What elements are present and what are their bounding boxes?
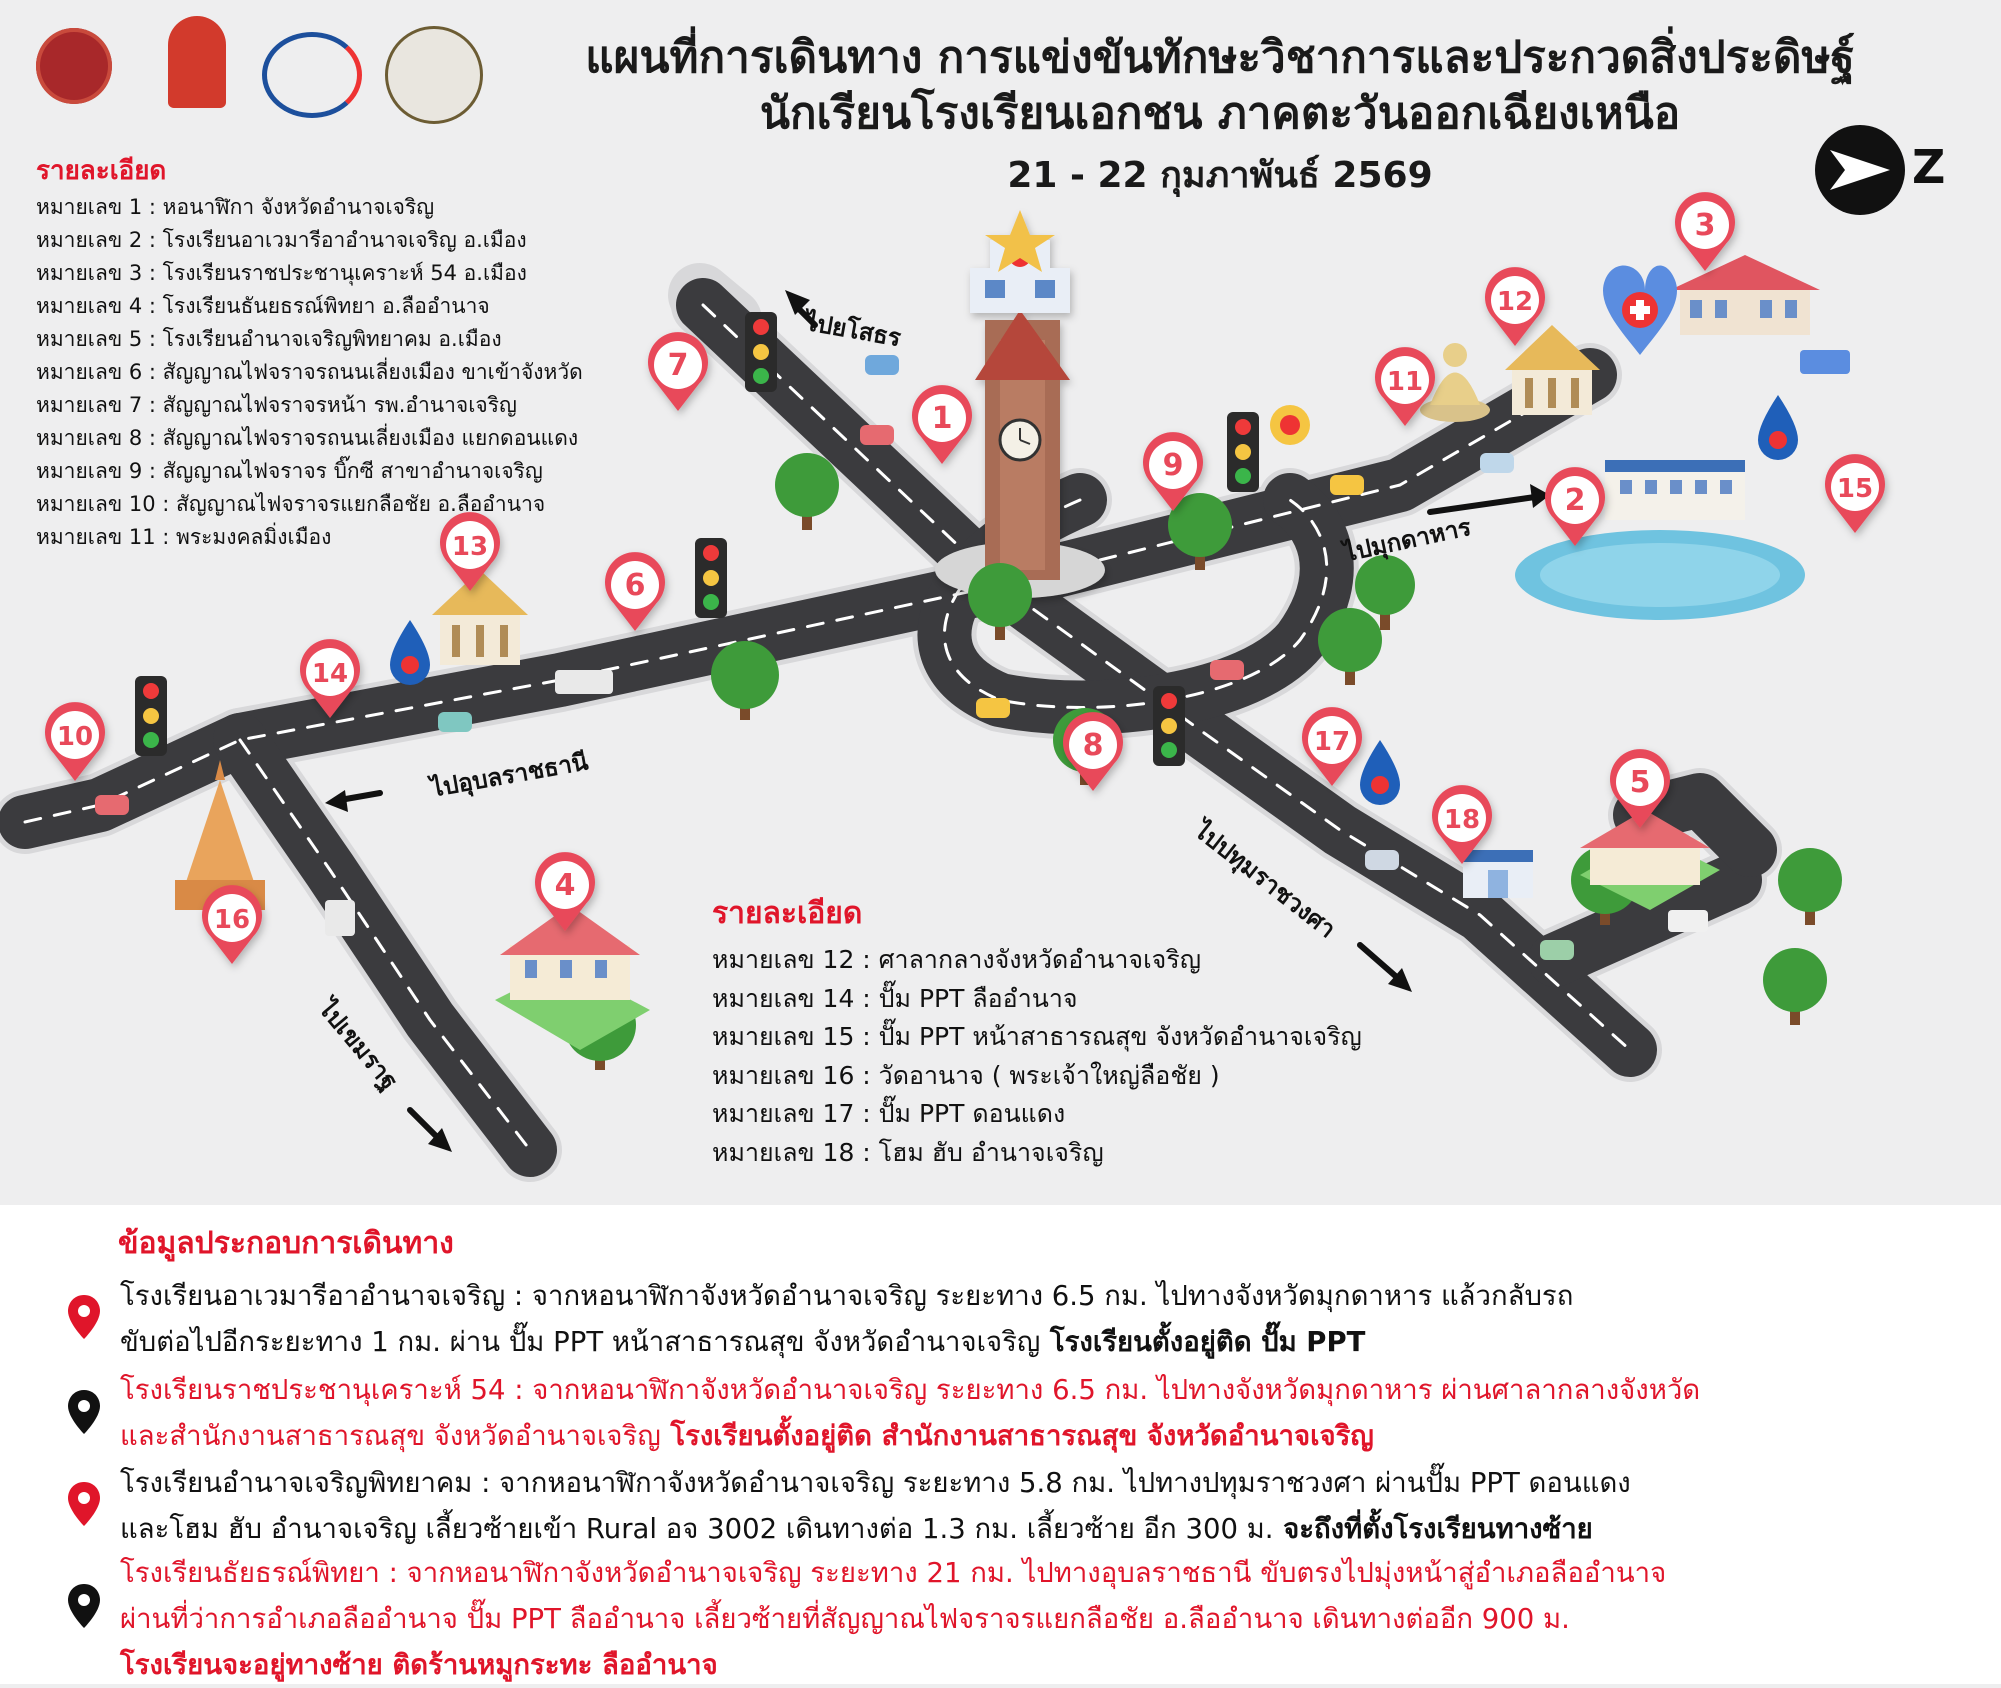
legend-bottom-heading: รายละเอียด [712, 896, 863, 931]
marker-10 [45, 702, 105, 781]
hospital-pin-icon [1603, 266, 1677, 355]
marker-number: 13 [451, 532, 489, 562]
marker-number: 5 [1629, 765, 1651, 800]
marker-2 [1545, 467, 1605, 546]
legend-item: หมายเลข 16 : วัดอานาจ ( พระเจ้าใหญ่ลือชัย ) [712, 1060, 1220, 1090]
marker-number: 15 [1836, 474, 1874, 504]
travel-item-4-line3: โรงเรียนจะอยู่ทางซ้าย ติดร้านหมูกระทะ ลืออำนาจ [120, 1649, 718, 1681]
school-2-building [1605, 460, 1745, 520]
marker-number: 18 [1443, 805, 1481, 835]
logo-seal [36, 28, 112, 104]
travel-item-1-line2-text: ขับต่อไปอีกระยะทาง 1 กม. ผ่าน ปั๊ม PPT หน้าสาธารณสุข จังหวัดอำนาจเจริญ [120, 1326, 1041, 1358]
road-label-ubon: ไปอุบลราชธานี [428, 747, 591, 803]
travel-item-2-line1: โรงเรียนราชประชานุเคราะห์ 54 : จากหอนาฬิกาจังหวัดอำนาจเจริญ ระยะทาง 6.5 กม. ไปทางจังหวัดมุกดาหาร ผ่านศาลากลางจังหวัด [120, 1374, 1701, 1406]
travel-item-1 [120, 1273, 1970, 1365]
legend-bottom-list [712, 941, 1362, 1172]
travel-item-1-line2 [120, 1319, 1970, 1365]
brand-letter: Z [1912, 140, 1946, 194]
travel-info-heading: ข้อมูลประกอบการเดินทาง [118, 1226, 454, 1261]
legend-item: หมายเลข 5 : โรงเรียนอำนาจเจริญพิทยาคม อ.เมือง [36, 327, 502, 351]
marker-number: 10 [56, 722, 94, 752]
road-label-yasothon: ไปยโสธร [803, 307, 904, 353]
marker-12 [1485, 267, 1545, 346]
bigc-pin-icon [1270, 405, 1310, 445]
legend-item: หมายเลข 15 : ปั๊ม PPT หน้าสาธารณสุข จังหวัดอำนาจเจริญ [712, 1022, 1362, 1051]
building-13 [432, 570, 528, 665]
logo-spk [168, 16, 226, 108]
road-label-pathum: ไปปทุมราชวงศา [1189, 816, 1341, 944]
marker-number: 16 [213, 905, 251, 935]
marker-number: 4 [554, 868, 576, 903]
legend-top-list [36, 191, 583, 554]
marker-number: 6 [624, 568, 646, 603]
travel-item-3-line1: โรงเรียนอำนาจเจริญพิทยาคม : จากหอนาฬิกาจังหวัดอำนาจเจริญ ระยะทาง 5.8 กม. ไปทางปทุมราชวงศา ผ่านปั๊ม PPT ดอนแดง [120, 1467, 1631, 1499]
legend-item: หมายเลข 18 : โฮม ฮับ อำนาจเจริญ [712, 1137, 1104, 1167]
legend-item: หมายเลข 6 : สัญญาณไฟจราจรถนนเลี่ยงเมือง ขาเข้าจังหวัด [36, 360, 583, 384]
legend-item: หมายเลข 12 : ศาลากลางจังหวัดอำนาจเจริญ [712, 945, 1202, 974]
marker-number: 9 [1162, 448, 1184, 483]
travel-item-4-line1: โรงเรียนธัยธรณ์พิทยา : จากหอนาฬิกาจังหวัดอำนาจเจริญ ระยะทาง 21 กม. ไปทางอุบลราชธานี ขับตรงไปมุ่งหน้าสู่อำเภอลืออำนาจ [120, 1557, 1667, 1589]
road-label-mukdahan: ไปมุกดาหาร [1341, 512, 1474, 568]
marker-number: 1 [931, 401, 953, 436]
legend-top [36, 150, 583, 554]
travel-item-2-line2 [120, 1413, 1970, 1459]
marker-number: 2 [1564, 483, 1586, 518]
travel-item-1-line1: โรงเรียนอาเวมารีอาอำนาจเจริญ : จากหอนาฬิกาจังหวัดอำนาจเจริญ ระยะทาง 6.5 กม. ไปทางจังหวัดมุกดาหาร แล้วกลับรถ [120, 1280, 1574, 1312]
marker-6 [605, 552, 665, 631]
legend-item: หมายเลข 8 : สัญญาณไฟจราจรถนนเลี่ยงเมือง แยกดอนแดง [36, 426, 579, 450]
logo-swirl [262, 32, 362, 118]
legend-item: หมายเลข 1 : หอนาฬิกา จังหวัดอำนาจเจริญ [36, 195, 435, 219]
location-pin-icon [66, 1293, 102, 1341]
legend-item: หมายเลข 9 : สัญญาณไฟจราจร บิ๊กซี สาขาอำนาจเจริญ [36, 459, 543, 483]
marker-number: 7 [667, 348, 689, 383]
legend-item: หมายเลข 11 : พระมงคลมิ่งเมือง [36, 525, 332, 549]
travel-item-2-line2-bold: โรงเรียนตั้งอยู่ติด สำนักงานสาธารณสุข จังหวัดอำนาจเจริญ [660, 1420, 1374, 1452]
travel-item-2-line2-text: และสำนักงานสาธารณสุข จังหวัดอำนาจเจริญ [120, 1420, 661, 1452]
legend-bottom [712, 890, 1362, 1172]
marker-8 [1063, 712, 1123, 791]
location-pin-icon [66, 1480, 102, 1528]
legend-item: หมายเลข 2 : โรงเรียนอาเวมารีอาอำนาจเจริญ อ.เมือง [36, 228, 527, 252]
home-hub-18-building [1463, 850, 1533, 898]
page-subtitle: นักเรียนโรงเรียนเอกชน ภาคตะวันออกเฉียงเหนือ [759, 88, 1681, 139]
travel-item-3-line2 [120, 1506, 1970, 1552]
legend-item: หมายเลข 7 : สัญญาณไฟจราจรหน้า รพ.อำนาจเจริญ [36, 393, 517, 417]
legend-item: หมายเลข 17 : ปั๊ม PPT ดอนแดง [712, 1099, 1066, 1128]
marker-7 [648, 332, 708, 411]
travel-item-2 [120, 1367, 1970, 1459]
marker-1 [912, 385, 972, 464]
marker-number: 17 [1313, 727, 1351, 757]
marker-number: 11 [1386, 367, 1424, 397]
marker-number: 8 [1082, 728, 1104, 763]
location-pin-icon [66, 1582, 102, 1630]
legend-item: หมายเลข 3 : โรงเรียนราชประชานุเคราะห์ 54 อ.เมือง [36, 261, 527, 285]
event-date: 21 - 22 กุมภาพันธ์ 2569 [1007, 155, 1433, 196]
school-3-building [1670, 255, 1820, 335]
travel-item-4-line2: ผ่านที่ว่าการอำเภอลืออำนาจ ปั๊ม PPT ลืออำนาจ เลี้ยวซ้ายที่สัญญาณไฟจราจรแยกลือชัย อ.ลืออำนาจ เดินทางต่ออีก 900 ม. [120, 1603, 1570, 1635]
marker-15 [1825, 454, 1885, 533]
page-title: แผนที่การเดินทาง การแข่งขันทักษะวิชาการและประกวดสิ่งประดิษฐ์ [585, 32, 1855, 83]
travel-item-3 [120, 1460, 1970, 1552]
travel-item-3-line2-text: และโฮม ฮับ อำนาจเจริญ เลี้ยวซ้ายเข้า Rural อจ 3002 เดินทางต่อ 1.3 กม. เลี้ยวซ้าย อีก 300 ม. [120, 1513, 1274, 1545]
travel-item-1-line2-bold: โรงเรียนตั้งอยู่ติด ปั๊ม PPT [1040, 1326, 1366, 1358]
travel-item-4 [120, 1550, 1970, 1688]
travel-info-section [0, 1205, 2001, 1684]
legend-item: หมายเลข 10 : สัญญาณไฟจราจรแยกลือชัย อ.ลืออำนาจ [36, 492, 546, 516]
road-label-khemarat: ไปเขมราฐ [313, 994, 404, 1095]
marker-3 [1675, 192, 1735, 271]
marker-number: 3 [1694, 208, 1716, 243]
marker-number: 12 [1496, 287, 1534, 317]
logo-emblem [385, 26, 483, 124]
legend-item: หมายเลข 4 : โรงเรียนธันยธรณ์พิทยา อ.ลืออำนาจ [36, 294, 490, 318]
marker-16 [202, 885, 262, 964]
legend-top-heading: รายละเอียด [36, 156, 167, 186]
legend-item: หมายเลข 14 : ปั๊ม PPT ลืออำนาจ [712, 983, 1078, 1013]
location-pin-icon [66, 1388, 102, 1436]
marker-number: 14 [311, 659, 349, 689]
travel-item-3-line2-bold: จะถึงที่ตั้งโรงเรียนทางซ้าย [1273, 1513, 1593, 1545]
